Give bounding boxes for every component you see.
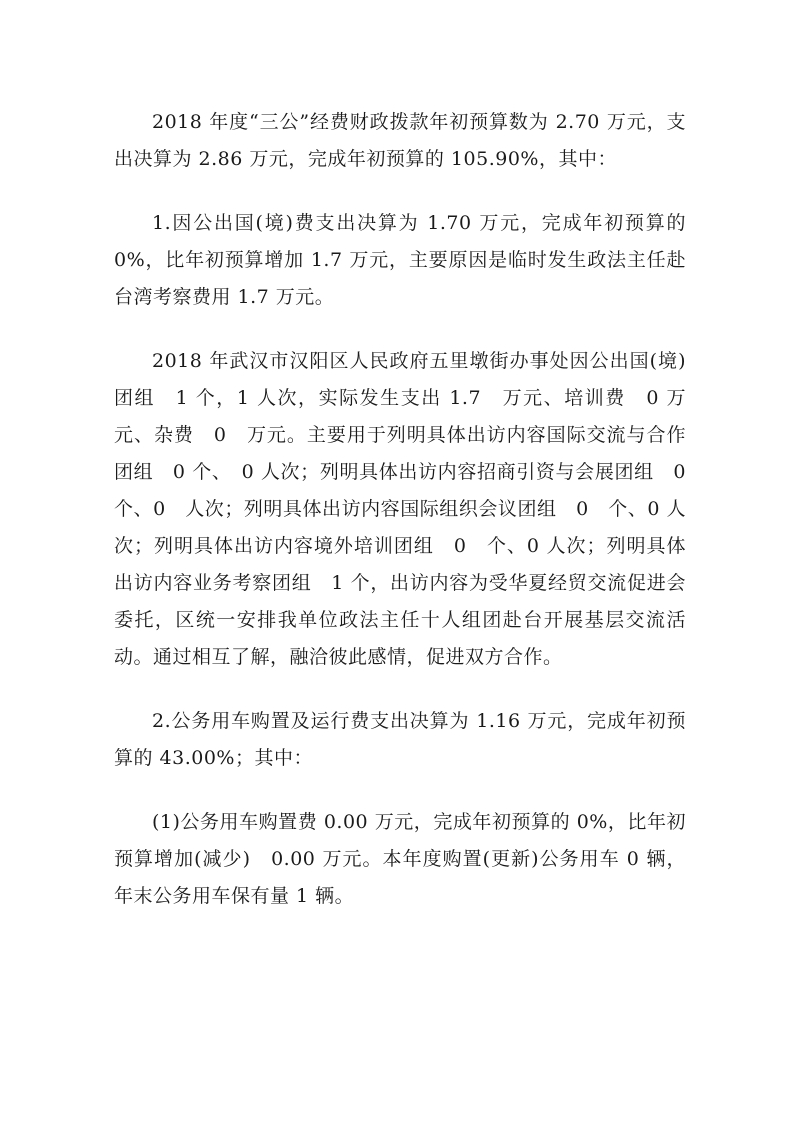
paragraph-overseas-travel: 1.因公出国(境)费支出决算为 1.70 万元，完成年初预算的 0%，比年初预算增加 1.7 万元，主要原因是临时发生政法主任赴台湾考察费用 1.7 万元。 [114,212,686,308]
paragraph-summary: 2018 年度“三公”经费财政拨款年初预算数为 2.70 万元，支出决算为 2.86 万元，完成年初预算的 105.90%，其中： [114,111,686,170]
document-body [114,104,706,942]
paragraph-delegation-details: 2018 年武汉市汉阳区人民政府五里墩街办事处因公出国(境)团组 1 个，1 人次，实际发生支出 1.7 万元、培训费 0 万元、杂费 0 万元。主要用于列明具体出访内容国际交流与合作团组 0 个、 0 人次；列明具体出访内容招商引资与会展团组 0 个、0 人次；列明具体出访内容国际组织会议团组 0 个、0 人次；列明具体出访内容境外培训团组 0 个、0 人次；列明具体出访内容业务考察团组 1 个，出访内容为受华夏经贸交流促进会委托，区统一安排我单位政法主任十人组团赴台开展基层交流活动。通过相互了解，融洽彼此感情，促进双方合作。 [114,350,706,668]
paragraph-vehicle-purchase: (1)公务用车购置费 0.00 万元，完成年初预算的 0%，比年初预算增加(减少) 0.00 万元。本年度购置(更新)公务用车 0 辆，年末公务用车保有量 1 辆。 [114,811,686,907]
paragraph-vehicle-expenses: 2.公务用车购置及运行费支出决算为 1.16 万元，完成年初预算的 43.00%；其中： [114,710,686,769]
